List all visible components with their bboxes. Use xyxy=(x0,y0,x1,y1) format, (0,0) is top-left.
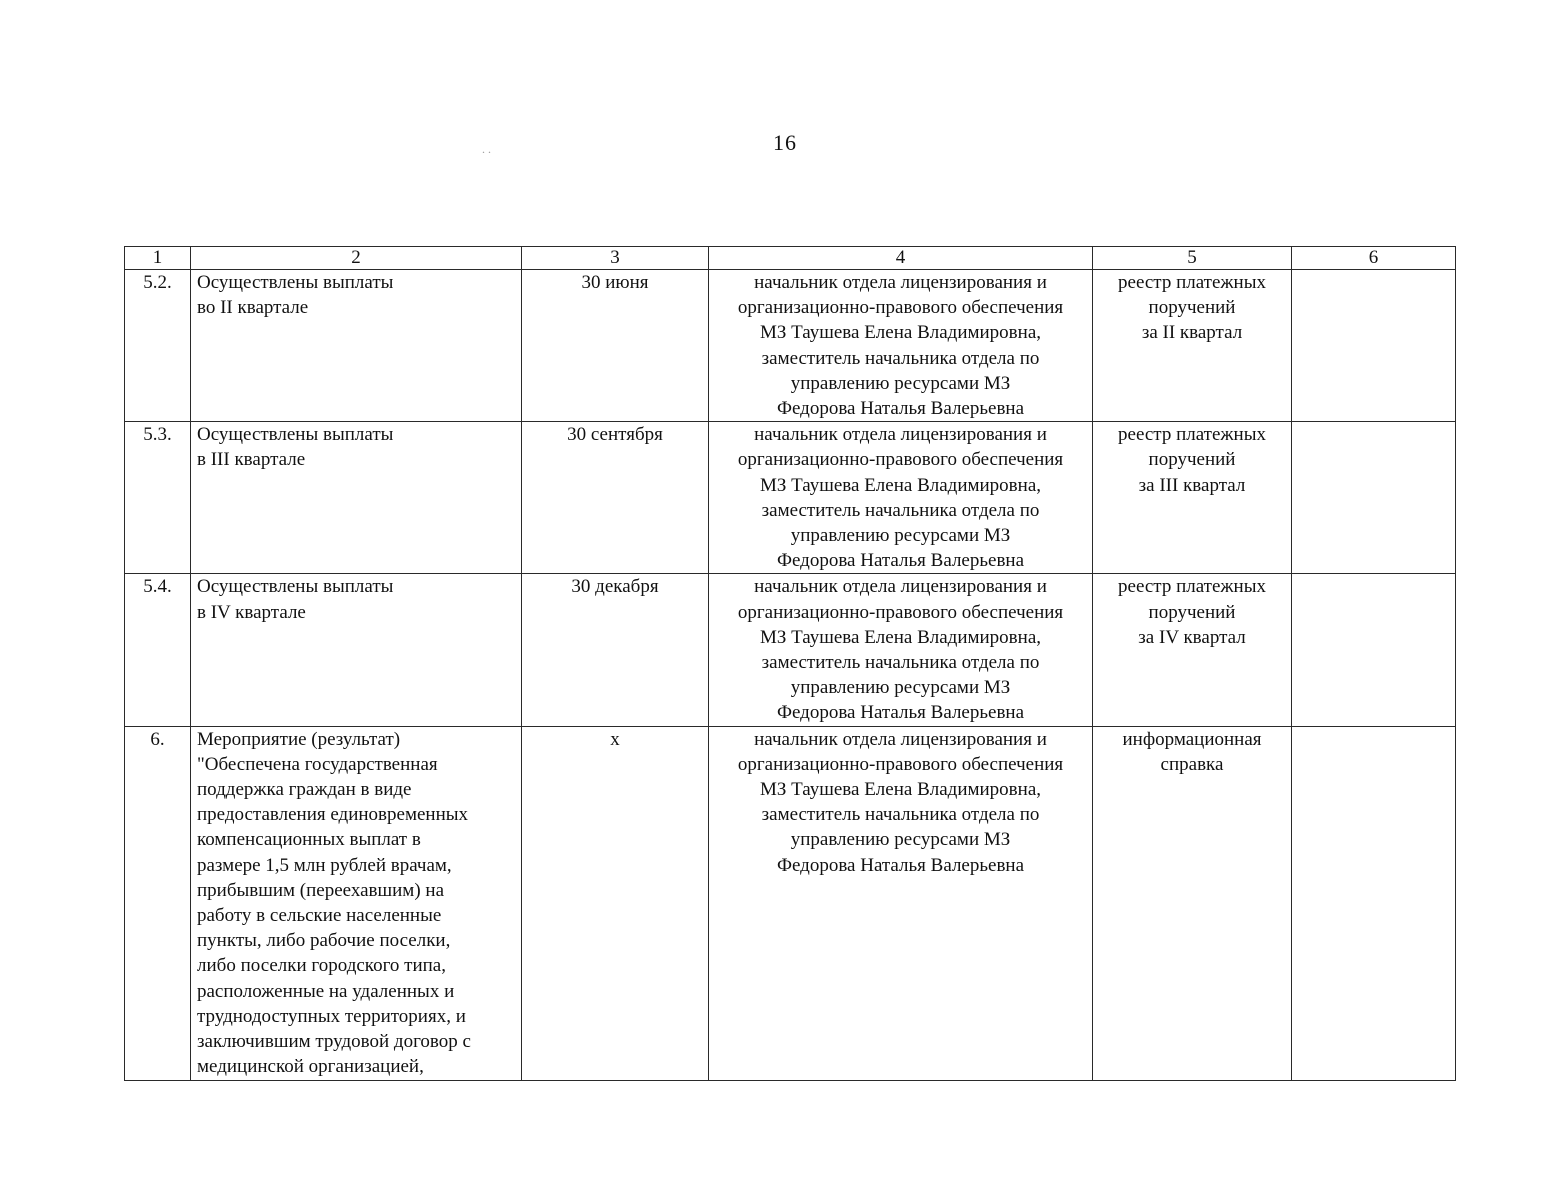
text-line: Федорова Наталья Валерьевна xyxy=(776,702,1025,724)
item-date: 30 июня xyxy=(522,270,709,422)
item-number: 6. xyxy=(125,726,191,1080)
text-line: пункты, либо рабочие поселки, xyxy=(197,930,451,952)
text-line: поддержка граждан в виде xyxy=(197,779,412,801)
text-line: организационно-правового обеспечения xyxy=(737,601,1064,623)
text-line: Федорова Наталья Валерьевна xyxy=(776,398,1025,420)
text-line: организационно-правового обеспечения xyxy=(737,753,1064,775)
item-responsible xyxy=(709,574,1093,726)
item-responsible xyxy=(709,422,1093,574)
item-date: 30 сентября xyxy=(522,422,709,574)
scan-mark: . . xyxy=(482,142,491,156)
text-line: заключившим трудовой договор с xyxy=(197,1031,471,1053)
text-line: реестр платежных xyxy=(1118,576,1266,598)
item-number: 5.2. xyxy=(125,270,191,422)
text-line: поручений xyxy=(1148,297,1236,319)
text-line: Осуществлены выплаты xyxy=(197,272,394,293)
item-document xyxy=(1093,270,1292,422)
item-name xyxy=(191,574,522,726)
column-header: 5 xyxy=(1093,247,1292,270)
text-line: справка xyxy=(1160,753,1224,775)
text-line: МЗ Таушева Елена Владимировна, xyxy=(759,474,1042,496)
text-line: прибывшим (переехавшим) на xyxy=(197,879,445,901)
text-line: Осуществлены выплаты xyxy=(197,576,394,598)
text-line: Мероприятие (результат) xyxy=(197,728,401,750)
text-line: медицинской организацией, xyxy=(197,1056,424,1078)
table-row xyxy=(125,574,1456,726)
text-line: заместитель начальника отдела по xyxy=(761,347,1040,369)
text-line: управлению ресурсами МЗ xyxy=(790,829,1011,851)
item-date: х xyxy=(522,726,709,1080)
table-row xyxy=(125,270,1456,422)
text-line: в III квартале xyxy=(197,449,306,471)
table-row xyxy=(125,726,1456,1080)
text-line: управлению ресурсами МЗ xyxy=(790,372,1011,394)
text-line: начальник отдела лицензирования и xyxy=(754,424,1047,446)
text-line: поручений xyxy=(1148,601,1236,623)
text-line: Осуществлены выплаты xyxy=(197,424,394,446)
text-line: во II квартале xyxy=(197,297,309,319)
text-line: организационно-правового обеспечения xyxy=(737,297,1064,319)
text-line: размере 1,5 млн рублей врачам, xyxy=(197,854,452,876)
item-name xyxy=(191,270,522,422)
item-document xyxy=(1093,726,1292,1080)
item-document xyxy=(1093,574,1292,726)
text-line: МЗ Таушева Елена Владимировна, xyxy=(759,626,1042,648)
item-note xyxy=(1292,422,1456,574)
text-line: реестр платежных xyxy=(1118,272,1266,293)
item-date: 30 декабря xyxy=(522,574,709,726)
text-line: управлению ресурсами МЗ xyxy=(790,525,1011,547)
page-number: 16 xyxy=(773,130,797,155)
item-note xyxy=(1292,726,1456,1080)
item-name xyxy=(191,422,522,574)
text-line: компенсационных выплат в xyxy=(197,829,421,851)
text-line: заместитель начальника отдела по xyxy=(761,804,1040,826)
text-line: заместитель начальника отдела по xyxy=(761,499,1040,521)
item-document xyxy=(1093,422,1292,574)
text-line: в IV квартале xyxy=(197,601,306,623)
text-line: информационная xyxy=(1122,728,1262,750)
text-line: либо поселки городского типа, xyxy=(197,955,446,977)
table-header-row xyxy=(125,247,1456,270)
text-line: Федорова Наталья Валерьевна xyxy=(776,854,1025,876)
column-header: 6 xyxy=(1292,247,1456,270)
item-note xyxy=(1292,270,1456,422)
item-responsible xyxy=(709,726,1093,1080)
text-line: работу в сельские населенные xyxy=(197,905,442,927)
plan-table xyxy=(124,246,1456,1081)
text-line: труднодоступных территориях, и xyxy=(197,1005,466,1027)
column-header: 1 xyxy=(125,247,191,270)
text-line: за IV квартал xyxy=(1138,626,1246,648)
text-line: заместитель начальника отдела по xyxy=(761,652,1040,674)
column-header: 3 xyxy=(522,247,709,270)
text-line: МЗ Таушева Елена Владимировна, xyxy=(759,322,1042,344)
column-header: 4 xyxy=(709,247,1093,270)
item-note xyxy=(1292,574,1456,726)
text-line: управлению ресурсами МЗ xyxy=(790,677,1011,699)
text-line: Федорова Наталья Валерьевна xyxy=(776,550,1025,572)
text-line: организационно-правового обеспечения xyxy=(737,449,1064,471)
text-line: начальник отдела лицензирования и xyxy=(754,272,1047,293)
text-line: "Обеспечена государственная xyxy=(197,753,438,775)
text-line: начальник отдела лицензирования и xyxy=(754,728,1047,750)
item-name xyxy=(191,726,522,1080)
text-line: за III квартал xyxy=(1138,474,1246,496)
table-row xyxy=(125,422,1456,574)
text-line: поручений xyxy=(1148,449,1236,471)
item-number: 5.3. xyxy=(125,422,191,574)
text-line: за II квартал xyxy=(1141,322,1243,344)
text-line: реестр платежных xyxy=(1118,424,1266,446)
column-header: 2 xyxy=(191,247,522,270)
item-responsible xyxy=(709,270,1093,422)
text-line: МЗ Таушева Елена Владимировна, xyxy=(759,779,1042,801)
item-number: 5.4. xyxy=(125,574,191,726)
text-line: предоставления единовременных xyxy=(197,804,469,826)
text-line: начальник отдела лицензирования и xyxy=(754,576,1047,598)
text-line: расположенные на удаленных и xyxy=(197,980,455,1002)
